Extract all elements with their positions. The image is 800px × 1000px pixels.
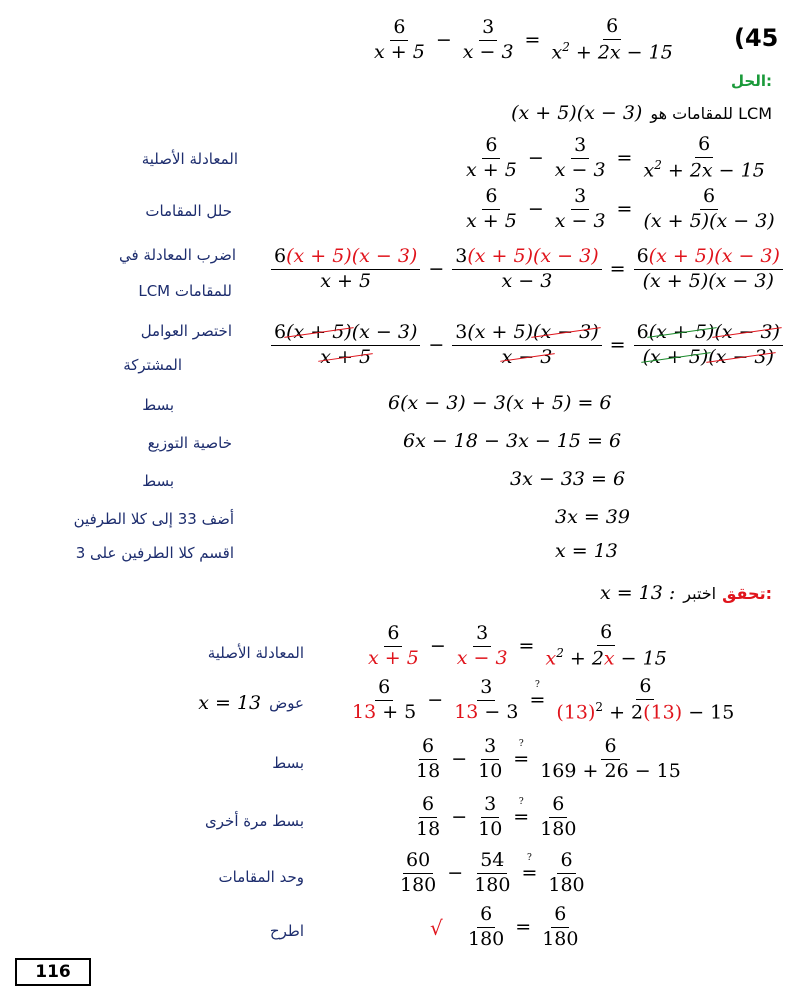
check-heading: تحقق: bbox=[722, 583, 772, 603]
step-label-distribute: خاصية التوزيع bbox=[147, 434, 232, 452]
step-label-cancel: اختصر العوامل bbox=[140, 322, 232, 340]
check-mark-icon: √ bbox=[430, 916, 443, 940]
step-label-original: المعادلة الأصلية bbox=[141, 150, 238, 168]
check-simplify-again-equation: $\frac{6}{18}$ − $\frac{3}{10}$ ? = $\frac{6}{180}$ bbox=[416, 793, 577, 840]
step-simplify-2: 3x − 33 = 6 bbox=[510, 468, 626, 490]
step-label-multiply: اضرب المعادلة في bbox=[118, 246, 236, 264]
lcm-line: (x + 5)(x − 3) LCM للمقامات هو bbox=[511, 102, 772, 124]
step-simplify-1: 6(x − 3) − 3(x + 5) = 6 bbox=[388, 392, 612, 414]
check-label-simplify-again: بسط مرة أخرى bbox=[205, 812, 304, 830]
check-substitute-label: x = 13 عوض bbox=[198, 692, 304, 714]
step-label-divide-3: اقسم كلا الطرفين على 3 bbox=[75, 544, 234, 562]
step-label-add-33: أضف 33 إلى كلا الطرفين bbox=[73, 510, 234, 528]
check-label-subtract: اطرح bbox=[269, 922, 304, 940]
step-multiply-equation: $\frac{6(x + 5)(x - 3)}{x + 5}$ − $\frac{3(x + 5)(x - 3)}{x - 3}$ = $\frac{6(x + 5)(x - 3)}{(x + 5)(x - 3)}$ bbox=[268, 246, 786, 293]
step-label-simplify-1: بسط bbox=[142, 396, 174, 414]
step-distribute: 6x − 18 − 3x − 15 = 6 bbox=[403, 430, 622, 452]
check-simplify-equation: $\frac{6}{18}$ − $\frac{3}{10}$ ? = $\frac{6}{169 + 26 - 15}$ bbox=[416, 735, 681, 782]
check-label-simplify: بسط bbox=[272, 754, 304, 772]
check-subtract-equation: $\frac{6}{180}$ = $\frac{6}{180}$ bbox=[468, 903, 579, 950]
step-label-simplify-2: بسط bbox=[142, 472, 174, 490]
step-add-33: 3x = 39 bbox=[555, 506, 630, 528]
check-line: x = 13 : اختبر تحقق: bbox=[599, 582, 772, 604]
step-original-equation: $\frac{6}{x + 5}$ − $\frac{3}{x - 3}$ = $\frac{6}{x^2 + 2x - 15}$ bbox=[466, 133, 765, 182]
page-number: 116 bbox=[15, 958, 91, 986]
problem-equation: $\frac{6}{x + 5}$ − $\frac{3}{x - 3}$ = $\frac{6}{x^2 + 2x - 15}$ bbox=[374, 15, 673, 64]
check-label-common-denominator: وحد المقامات bbox=[218, 868, 304, 886]
step-label-multiply-2: للمقامات LCM bbox=[138, 282, 232, 300]
solution-heading: الحل: bbox=[731, 72, 772, 90]
step-factor-equation: $\frac{6}{x + 5}$ − $\frac{3}{x - 3}$ = $\frac{6}{(x + 5)(x - 3)}$ bbox=[466, 185, 775, 232]
check-label-original: المعادلة الأصلية bbox=[207, 644, 304, 662]
check-common-denominator-equation: $\frac{60}{180}$ − $\frac{54}{180}$ ? = $\frac{6}{180}$ bbox=[400, 849, 585, 896]
check-original-equation: $\frac{6}{x + 5}$ − $\frac{3}{x - 3}$ = $\frac{6}{x^2 + 2x - 15}$ bbox=[368, 621, 667, 670]
step-label-cancel-2: المشتركة bbox=[123, 356, 182, 374]
step-cancel-equation: $\frac{6(x + 5)(x - 3)}{x + 5}$ − $\frac{3(x + 5)(x - 3)}{x - 3}$ = $\frac{6(x + 5)(x - 3)}{(x + 5)(x - 3)}$ bbox=[268, 322, 786, 369]
step-divide-3: x = 13 bbox=[555, 540, 618, 562]
problem-number: (45 bbox=[734, 24, 779, 52]
check-substitute-equation: $\frac{6}{13 + 5}$ − $\frac{3}{13 - 3}$ ? = $\frac{6}{(13)^2 + 2(13) - 15}$ bbox=[352, 675, 735, 724]
step-label-factor: حلل المقامات bbox=[145, 202, 232, 220]
